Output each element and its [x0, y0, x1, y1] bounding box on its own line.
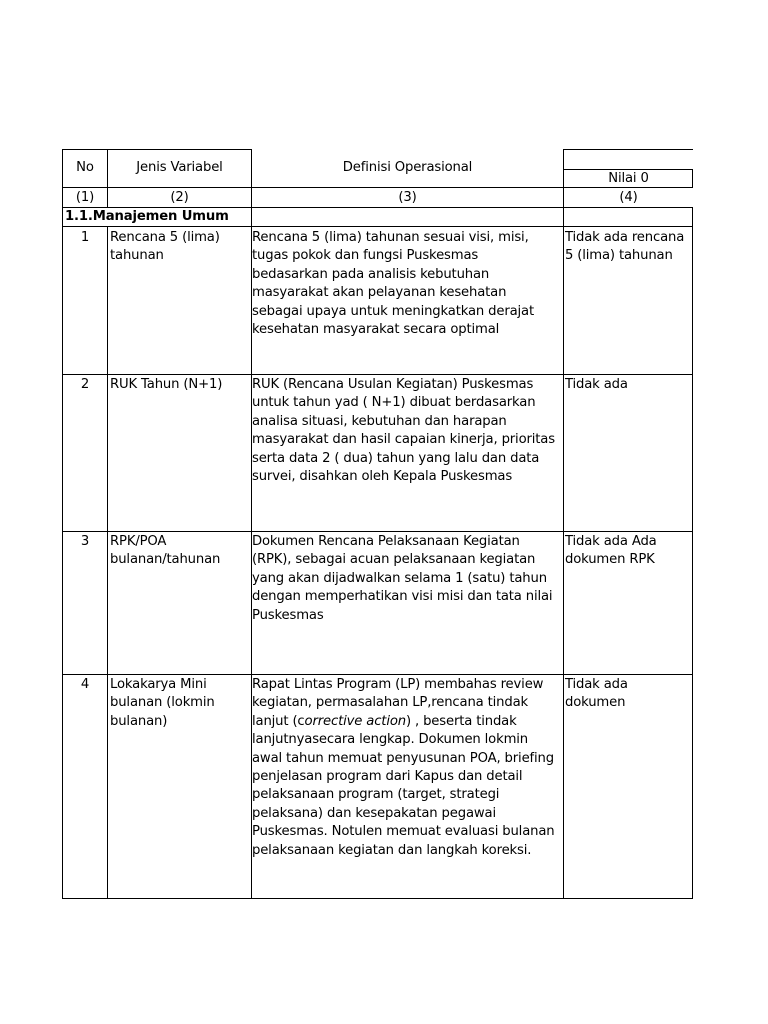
row-1-definisi-line-2: tugas pokok dan fungsi Puskesmas	[252, 248, 479, 264]
section-title: 1.1.Manajemen Umum	[65, 209, 229, 224]
row-4-definisi-line-8: pelaksana) dan kesepakatan pegawai	[252, 805, 496, 821]
row-1-definisi-line-5: sebagai upaya untuk meningkatkan derajat	[252, 303, 535, 319]
row-3-divider	[62, 674, 693, 675]
row-4-definisi-line-7: pelaksanaan program (target, strategi	[252, 787, 500, 803]
header-definisi-operasional: Definisi Operasional	[342, 160, 473, 175]
row-3-jenis-line-2: bulanan/tahunan	[110, 552, 221, 568]
column-divider-definisi	[563, 149, 564, 899]
row-1-definisi-line-4: masyarakat akan pelayanan kesehatan	[252, 285, 507, 301]
row-4-definisi-line-10: pelaksanaan kegiatan dan langkah koreksi.	[252, 842, 532, 858]
row-3-definisi-line-4: dengan memperhatikan visi misi dan tata nilai	[252, 589, 553, 605]
row-1-nilai-line-1: Tidak ada rencana	[565, 230, 685, 245]
table-border-top	[62, 149, 251, 150]
row-2-definisi-line-2: untuk tahun yad ( N+1) dibuat berdasarkan	[252, 395, 536, 411]
row-3-definisi-line-2: (RPK), sebagai acuan pelaksanaan kegiatan	[252, 552, 536, 568]
column-number-2: (2)	[170, 190, 189, 205]
header-no: No	[76, 160, 94, 175]
row-2-definisi-line-1: RUK (Rencana Usulan Kegiatan) Puskesmas	[252, 377, 534, 392]
row-1-divider	[62, 374, 693, 375]
row-3-definisi-line-3: yang akan dijadwalkan selama 1 (satu) tahun	[252, 570, 547, 586]
row-1-jenis-line-1: Rencana 5 (lima)	[110, 230, 220, 245]
row-4-definisi-line-2: kegiatan, permasalahan LP,rencana tindak	[252, 695, 529, 711]
row-4-jenis-line-3: bulanan)	[110, 713, 168, 729]
row-1-definisi-line-3: bedasarkan pada analisis kebutuhan	[252, 266, 490, 282]
row-4-definisi-line-4: lanjutnyasecara lengkap. Dokumen lokmin	[252, 732, 529, 748]
table-border-right	[692, 207, 693, 898]
row-3-jenis-line-1: RPK/POA	[110, 534, 167, 549]
column-number-1: (1)	[75, 190, 95, 205]
row-1-definisi-line-6: kesehatan masyarakat secara optimal	[252, 322, 500, 337]
header-jenis-variabel: Jenis Variabel	[136, 160, 223, 175]
row-4-definisi-line-3-end: ) , beserta tindak	[405, 713, 517, 729]
row-4-definisi-line-3-start: lanjut (c	[252, 713, 305, 729]
row-4-number: 4	[80, 677, 90, 692]
row-1-number: 1	[80, 230, 90, 245]
row-4-definisi-line-1: Rapat Lintas Program (LP) membahas review	[252, 677, 544, 692]
row-2-nilai-line-1: Tidak ada	[565, 377, 628, 392]
row-4-nilai-line-2: dokumen	[565, 695, 626, 711]
column-divider-no-lower	[107, 226, 108, 898]
header-nilai-0: Nilai 0	[608, 171, 649, 186]
row-3-number: 3	[80, 534, 90, 549]
row-4-jenis-line-2: bulanan (lokmin	[110, 695, 215, 711]
row-2-definisi-line-5: serta data 2 ( dua) tahun yang lalu dan data	[252, 450, 540, 466]
row-2-number: 2	[80, 377, 90, 392]
row-3-nilai-line-1: Tidak ada Ada	[565, 534, 657, 549]
row-1-nilai-line-2: 5 (lima) tahunan	[565, 248, 673, 264]
row-1-definisi-line-1: Rencana 5 (lima) tahunan sesuai visi, misi,	[252, 230, 529, 245]
column-number-3: (3)	[398, 190, 417, 205]
row-3-definisi-line-1: Dokumen Rencana Pelaksanaan Kegiatan	[252, 534, 520, 549]
row-3-definisi-line-5: Puskesmas	[252, 607, 324, 623]
row-2-definisi-line-4: masyarakat dan hasil capaian kinerja, prioritas	[252, 432, 555, 448]
operational-definition-table	[62, 149, 693, 899]
row-2-definisi-line-6: survei, disahkan oleh Kepala Puskesmas	[252, 469, 513, 484]
row-4-definisi-line-9: Puskesmas. Notulen memuat evaluasi bulanan	[252, 824, 555, 840]
table-border-bottom	[62, 898, 693, 899]
row-4-nilai-line-1: Tidak ada	[565, 677, 628, 692]
row-2-jenis-line-1: RUK Tahun (N+1)	[110, 377, 223, 392]
row-4-jenis-line-1: Lokakarya Mini	[110, 677, 207, 692]
row-4-definisi-line-6: penjelasan program dari Kapus dan detail	[252, 769, 523, 784]
row-3-nilai-line-2: dokumen RPK	[565, 552, 655, 568]
table-border-top-right	[563, 149, 693, 150]
column-number-4: (4)	[619, 190, 638, 205]
row-4-definisi-line-5: awal tahun memuat penyusunan POA, briefing	[252, 750, 554, 766]
row-1-jenis-line-2: tahunan	[110, 248, 164, 264]
row-2-divider	[62, 531, 693, 532]
row-4-definisi-line-3-italic: orrective action	[304, 713, 406, 729]
table-border-left	[62, 149, 63, 899]
row-4-definisi-line-3	[252, 713, 517, 731]
row-2-definisi-line-3: analisa situasi, kebutuhan dan harapan	[252, 413, 507, 429]
